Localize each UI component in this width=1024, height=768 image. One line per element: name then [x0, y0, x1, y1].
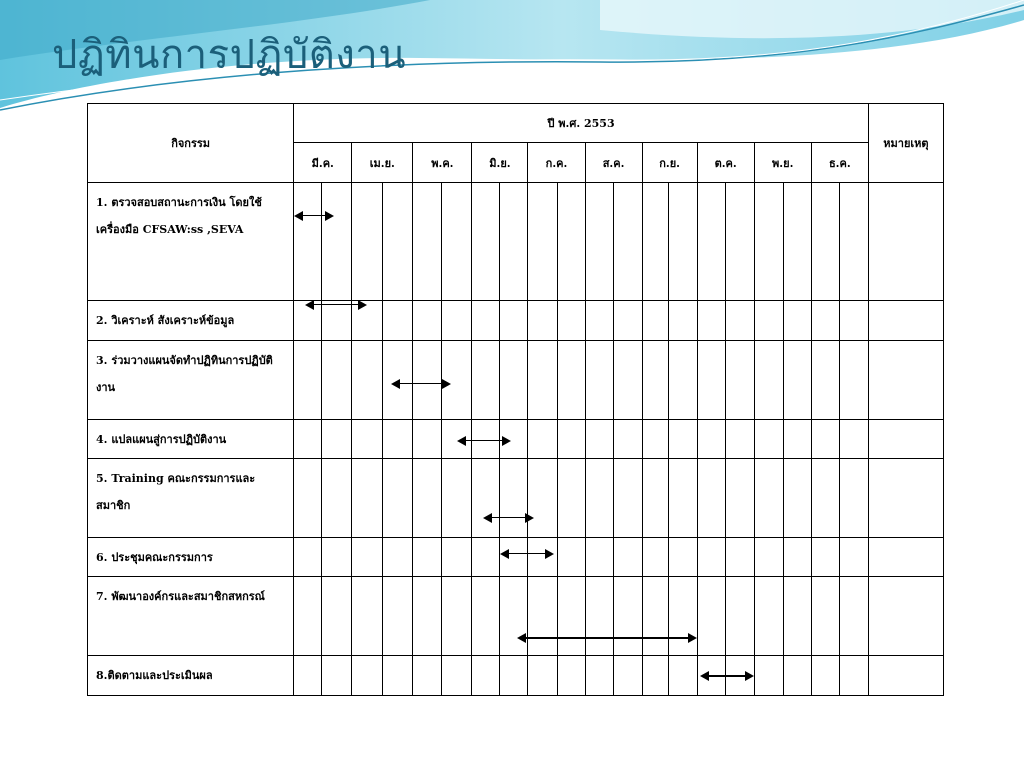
schedule-cell [442, 301, 472, 341]
schedule-cell [322, 420, 352, 459]
schedule-cell [668, 420, 697, 459]
schedule-cell [557, 183, 585, 301]
schedule-cell [642, 459, 668, 538]
activity-label: 6. ประชุมคณะกรรมการ [88, 538, 294, 577]
slide-title: ปฏิทินการปฏิบัติงาน [52, 32, 407, 78]
remarks-cell [868, 538, 943, 577]
schedule-cell [754, 656, 783, 696]
schedule-cell [725, 341, 754, 420]
schedule-cell [613, 538, 642, 577]
schedule-cell [613, 459, 642, 538]
activity-label: 7. พัฒนาองค์กรและสมาชิกสหกรณ์ [88, 577, 294, 656]
schedule-cell [322, 538, 352, 577]
month-header: พ.ย. [754, 143, 811, 183]
schedule-cell [352, 183, 383, 301]
schedule-cell [352, 577, 383, 656]
remarks-cell [868, 656, 943, 696]
schedule-cell [557, 301, 585, 341]
schedule-cell [613, 301, 642, 341]
schedule-cell [642, 538, 668, 577]
schedule-cell [413, 577, 442, 656]
schedule-cell [668, 656, 697, 696]
schedule-cell [294, 656, 322, 696]
schedule-cell [383, 577, 413, 656]
duration-arrow [700, 670, 754, 682]
remarks-column-header: หมายเหตุ [868, 104, 943, 183]
remarks-cell [868, 420, 943, 459]
schedule-cell [294, 420, 322, 459]
schedule-cell [322, 577, 352, 656]
schedule-cell [697, 301, 725, 341]
schedule-cell [472, 459, 500, 538]
schedule-cell [472, 656, 500, 696]
schedule-table [87, 103, 944, 696]
schedule-cell [668, 183, 697, 301]
schedule-cell [697, 459, 725, 538]
schedule-cell [839, 459, 868, 538]
schedule-cell [668, 538, 697, 577]
schedule-cell [668, 301, 697, 341]
duration-arrow [294, 210, 335, 222]
remarks-cell [868, 341, 943, 420]
schedule-cell [754, 577, 783, 656]
schedule-cell [754, 420, 783, 459]
activity-label: 3. ร่วมวางแผนจัดทำปฏิทินการปฏิบัติงาน [88, 341, 294, 420]
schedule-cell [725, 420, 754, 459]
schedule-cell [613, 341, 642, 420]
schedule-cell [294, 459, 322, 538]
schedule-cell [528, 341, 557, 420]
schedule-cell [557, 538, 585, 577]
schedule-cell [472, 538, 500, 577]
schedule-cell [383, 301, 413, 341]
activity-row [88, 420, 944, 459]
activity-row [88, 301, 944, 341]
duration-arrow [391, 378, 451, 390]
activity-label: 4. แปลแผนสู่การปฏิบัติงาน [88, 420, 294, 459]
schedule-cell [352, 420, 383, 459]
schedule-cell [383, 420, 413, 459]
duration-arrow [500, 548, 554, 560]
schedule-cell [725, 577, 754, 656]
schedule-cell [811, 538, 839, 577]
schedule-cell [557, 459, 585, 538]
schedule-cell [322, 183, 352, 301]
schedule-cell [383, 656, 413, 696]
schedule-cell [472, 341, 500, 420]
schedule-cell [352, 459, 383, 538]
schedule-cell [839, 183, 868, 301]
schedule-cell [585, 459, 613, 538]
schedule-cell [697, 577, 725, 656]
month-header: พ.ค. [413, 143, 472, 183]
activity-label: 1. ตรวจสอบสถานะการเงิน โดยใช้เครื่องมือ CFSAW:ss ,SEVA [88, 183, 294, 301]
schedule-cell [413, 183, 442, 301]
schedule-cell [811, 183, 839, 301]
schedule-cell [725, 459, 754, 538]
schedule-cell [754, 538, 783, 577]
schedule-cell [383, 459, 413, 538]
activity-label: 5. Training คณะกรรมการและสมาชิก [88, 459, 294, 538]
schedule-cell [783, 538, 811, 577]
schedule-cell [413, 459, 442, 538]
schedule-cell [528, 459, 557, 538]
schedule-cell [322, 341, 352, 420]
schedule-cell [294, 183, 322, 301]
schedule-cell [352, 656, 383, 696]
schedule-cell [668, 459, 697, 538]
schedule-cell [725, 301, 754, 341]
schedule-cell [442, 538, 472, 577]
schedule-cell [783, 656, 811, 696]
schedule-cell [642, 420, 668, 459]
schedule-cell [585, 301, 613, 341]
schedule-cell [442, 656, 472, 696]
schedule-cell [613, 420, 642, 459]
schedule-cell [500, 459, 528, 538]
schedule-cell [613, 183, 642, 301]
schedule-cell [839, 420, 868, 459]
schedule-cell [500, 183, 528, 301]
schedule-cell [472, 183, 500, 301]
schedule-cell [697, 183, 725, 301]
schedule-cell [472, 577, 500, 656]
activity-row [88, 656, 944, 696]
activity-label: 8.ติดตามและประเมินผล [88, 656, 294, 696]
schedule-cell [585, 183, 613, 301]
schedule-cell [413, 420, 442, 459]
schedule-cell [528, 301, 557, 341]
schedule-cell [811, 341, 839, 420]
month-header: เม.ย. [352, 143, 413, 183]
schedule-cell [322, 656, 352, 696]
schedule-cell [839, 301, 868, 341]
activity-row [88, 183, 944, 301]
schedule-cell [839, 538, 868, 577]
schedule-cell [754, 459, 783, 538]
schedule-cell [413, 538, 442, 577]
schedule-cell [472, 301, 500, 341]
month-header: ก.ค. [528, 143, 585, 183]
schedule-cell [585, 420, 613, 459]
schedule-cell [754, 183, 783, 301]
remarks-cell [868, 459, 943, 538]
schedule-cell [697, 538, 725, 577]
schedule-cell [322, 459, 352, 538]
schedule-cell [528, 420, 557, 459]
remarks-cell [868, 577, 943, 656]
schedule-cell [383, 183, 413, 301]
schedule-cell [839, 341, 868, 420]
duration-arrow [517, 632, 697, 644]
schedule-cell [811, 656, 839, 696]
activity-row [88, 459, 944, 538]
schedule-cell [500, 301, 528, 341]
schedule-cell [294, 538, 322, 577]
schedule-cell [613, 656, 642, 696]
schedule-cell [413, 301, 442, 341]
schedule-cell [557, 341, 585, 420]
year-header: ปี พ.ศ. 2553 [294, 104, 869, 143]
schedule-cell [442, 459, 472, 538]
schedule-cell [585, 341, 613, 420]
month-header: ธ.ค. [811, 143, 868, 183]
schedule-cell [557, 420, 585, 459]
schedule-cell [442, 577, 472, 656]
month-header: ต.ค. [697, 143, 754, 183]
schedule-cell [783, 341, 811, 420]
schedule-cell [697, 420, 725, 459]
activity-row [88, 577, 944, 656]
month-header: ก.ย. [642, 143, 697, 183]
activity-row [88, 341, 944, 420]
schedule-cell [811, 301, 839, 341]
remarks-cell [868, 301, 943, 341]
duration-arrow [483, 512, 534, 524]
schedule-cell [811, 459, 839, 538]
schedule-cell [294, 577, 322, 656]
schedule-cell [725, 538, 754, 577]
duration-arrow [305, 299, 367, 311]
schedule-cell [811, 577, 839, 656]
schedule-cell [725, 183, 754, 301]
schedule-cell [585, 656, 613, 696]
month-header: ส.ค. [585, 143, 642, 183]
schedule-cell [811, 420, 839, 459]
schedule-cell [783, 183, 811, 301]
activity-column-header: กิจกรรม [88, 104, 294, 183]
schedule-cell [642, 341, 668, 420]
schedule-cell [754, 301, 783, 341]
schedule-cell [668, 341, 697, 420]
month-header: มี.ค. [294, 143, 352, 183]
schedule-cell [413, 656, 442, 696]
schedule-cell [442, 183, 472, 301]
schedule-cell [500, 656, 528, 696]
schedule-cell [528, 656, 557, 696]
schedule-cell [783, 301, 811, 341]
schedule-cell [557, 656, 585, 696]
schedule-cell [585, 538, 613, 577]
month-header: มิ.ย. [472, 143, 528, 183]
schedule-cell [352, 341, 383, 420]
remarks-cell [868, 183, 943, 301]
schedule-cell [754, 341, 783, 420]
schedule-cell [528, 183, 557, 301]
duration-arrow [457, 435, 511, 447]
schedule-cell [783, 459, 811, 538]
schedule-cell [500, 341, 528, 420]
schedule-cell [839, 656, 868, 696]
schedule-cell [783, 420, 811, 459]
schedule-cell [642, 183, 668, 301]
schedule-cell [642, 656, 668, 696]
schedule-cell [383, 538, 413, 577]
schedule-cell [783, 577, 811, 656]
schedule-cell [352, 538, 383, 577]
schedule-cell [697, 341, 725, 420]
schedule-cell [294, 341, 322, 420]
schedule-cell [839, 577, 868, 656]
activity-label: 2. วิเคราะห์ สังเคราะห์ข้อมูล [88, 301, 294, 341]
schedule-cell [642, 301, 668, 341]
